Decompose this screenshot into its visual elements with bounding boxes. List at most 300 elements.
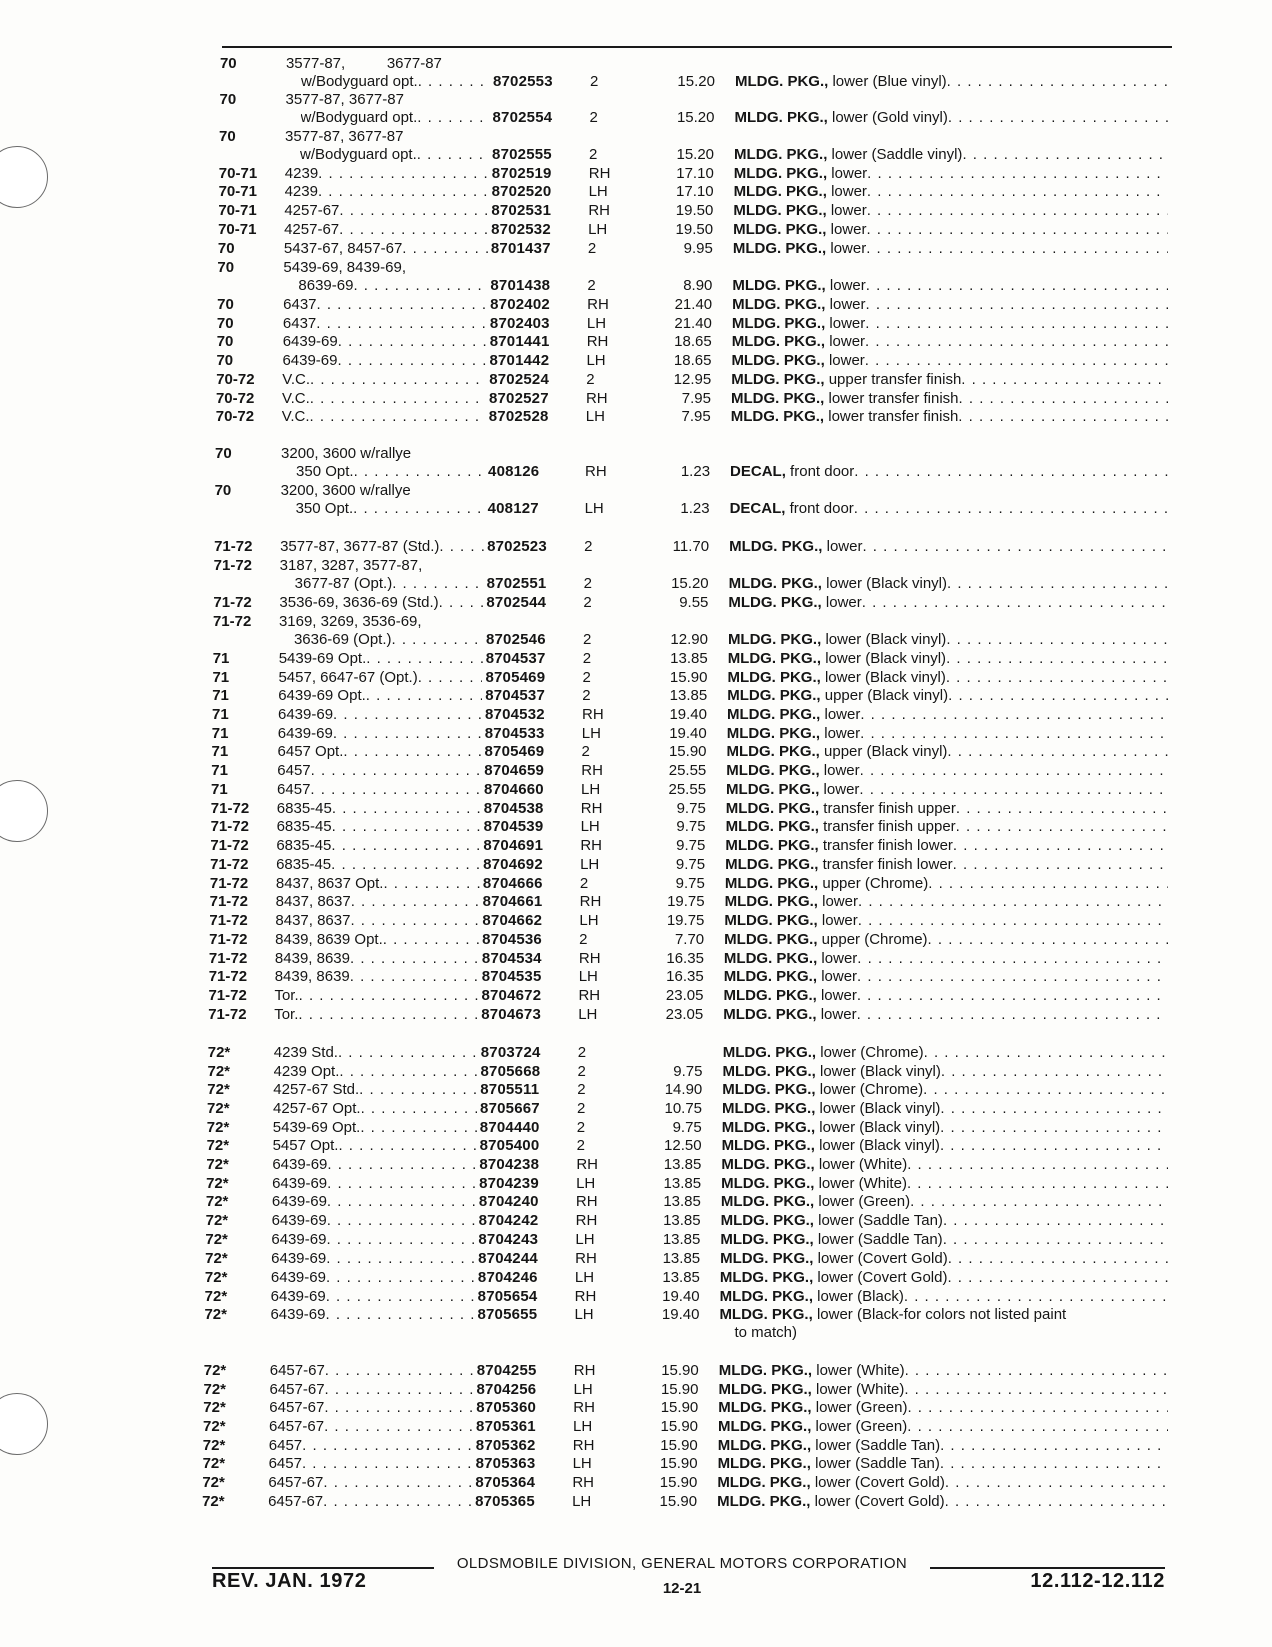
model-number-text: 6835-45 — [276, 818, 332, 835]
dot-leader — [867, 202, 1168, 220]
description-detail: lower — [825, 296, 866, 313]
part-number: 8705469 — [485, 669, 546, 686]
description — [718, 1399, 1168, 1417]
dot-leader — [858, 912, 1168, 930]
dot-leader — [326, 1306, 475, 1324]
part-number: 8704244 — [478, 1250, 538, 1267]
dot-leader — [940, 1437, 1168, 1455]
description-name: MLDG. PKG., — [726, 706, 821, 723]
model-number-text: 6439-69 — [272, 1175, 328, 1192]
description-detail: lower — [825, 277, 866, 294]
model-year: 72* — [205, 1250, 228, 1267]
description-detail: transfer finish upper — [818, 818, 956, 835]
description-name: MLDG. PKG., — [720, 1212, 814, 1229]
part-number: 8705364 — [475, 1474, 536, 1491]
parts-row-model-prefix — [0, 445, 1272, 463]
description-name: DECAL, — [729, 500, 786, 517]
quantity: LH — [581, 781, 601, 798]
dot-leader — [946, 650, 1168, 668]
part-number: 8704440 — [479, 1119, 540, 1136]
parts-row — [0, 1269, 1272, 1287]
dot-leader — [924, 1044, 1168, 1062]
quantity: 2 — [577, 1063, 586, 1080]
parts-row — [0, 950, 1272, 968]
model-number — [273, 1137, 477, 1155]
dot-leader — [943, 1212, 1168, 1230]
parts-row — [0, 221, 1272, 239]
list-price: 15.90 — [668, 743, 707, 760]
part-number: 8704535 — [481, 968, 542, 985]
description — [729, 575, 1168, 593]
description — [720, 1269, 1168, 1287]
parts-row — [0, 1455, 1272, 1473]
dot-leader — [947, 73, 1168, 91]
list-price: 13.85 — [662, 1250, 701, 1267]
model-number-text: 6835-45 — [276, 837, 332, 854]
description-detail: lower (Blue vinyl) — [828, 73, 947, 90]
dot-leader — [339, 202, 488, 220]
model-number-prefix: 5439-69, 8439-69, — [283, 259, 406, 276]
description — [722, 1100, 1168, 1118]
model-number-text: 3536-69, 3636-69 (Std.) — [279, 594, 439, 611]
part-number: 8702544 — [486, 594, 547, 611]
model-year: 71 — [211, 743, 229, 760]
model-year: 72* — [207, 1044, 231, 1061]
model-number-text: 6835-45 — [276, 856, 332, 873]
model-number-prefix: 3200, 3600 w/rallye — [280, 482, 411, 499]
list-price: 9.95 — [683, 240, 713, 257]
model-number — [269, 1399, 473, 1417]
description-detail: lower (White) — [814, 1156, 908, 1173]
list-price: 25.55 — [668, 781, 707, 798]
description — [728, 631, 1168, 649]
quantity: 2 — [582, 631, 592, 648]
dot-leader — [439, 538, 484, 556]
dot-leader — [956, 818, 1168, 836]
description-detail: lower — [822, 538, 863, 555]
quantity: RH — [581, 706, 604, 723]
dot-leader — [958, 408, 1168, 426]
dot-leader — [854, 463, 1168, 481]
part-number: 8702532 — [491, 221, 551, 238]
parts-row — [0, 669, 1272, 687]
model-number-prefix: 3577-87, 3677-87 — [285, 128, 404, 145]
part-number: 8702531 — [491, 202, 552, 219]
model-year: 70 — [216, 352, 234, 369]
description — [720, 1288, 1168, 1306]
model-number-text: 6439-69 Opt. — [278, 687, 366, 704]
description-detail: lower — [819, 781, 860, 798]
model-number-text: 6439-69 — [277, 706, 334, 723]
model-year: 70-72 — [215, 390, 255, 407]
model-number — [269, 1381, 473, 1399]
model-number-text: 8437, 8637 — [275, 893, 351, 910]
dot-leader — [302, 1437, 473, 1455]
model-number-text: 8639-69 — [298, 277, 354, 294]
list-price: 9.75 — [675, 856, 706, 873]
model-number — [280, 538, 484, 556]
model-year: 72* — [204, 1288, 228, 1305]
quantity: LH — [573, 1381, 593, 1398]
description-name: MLDG. PKG., — [732, 296, 826, 313]
parts-row — [0, 706, 1272, 724]
parts-row — [0, 1381, 1272, 1399]
description — [721, 1156, 1168, 1174]
list-price: 9.75 — [675, 875, 705, 892]
parts-row — [0, 687, 1272, 705]
description — [726, 818, 1168, 836]
model-number-text: 6439-69 — [271, 1193, 327, 1210]
quantity: RH — [575, 1193, 598, 1210]
dot-leader — [904, 1381, 1168, 1399]
description — [733, 240, 1168, 258]
dot-leader — [854, 500, 1168, 518]
model-number — [271, 1269, 475, 1287]
footer-page-number: 12-21 — [662, 1580, 702, 1597]
description-name: MLDG. PKG., — [723, 987, 817, 1004]
parts-row — [0, 631, 1272, 649]
model-number — [272, 1156, 476, 1174]
description-name: MLDG. PKG., — [731, 333, 826, 350]
dot-leader — [953, 856, 1168, 874]
dot-leader — [366, 650, 482, 668]
part-number: 8702555 — [492, 146, 552, 163]
description-detail: lower (Chrome) — [816, 1044, 924, 1061]
part-number: 8702403 — [489, 315, 550, 332]
list-price: 9.75 — [676, 800, 706, 817]
model-number — [275, 950, 479, 968]
description — [725, 893, 1168, 911]
quantity: 2 — [579, 931, 588, 948]
dot-leader — [318, 165, 489, 183]
model-number-text: 6457 — [268, 1455, 302, 1472]
model-year: 71-72 — [208, 987, 247, 1004]
dot-leader — [338, 352, 487, 370]
model-year: 72* — [206, 1137, 230, 1154]
model-number — [277, 818, 481, 836]
list-price: 15.90 — [669, 669, 708, 686]
model-year: 71-72 — [208, 968, 248, 985]
model-number-text: 4239 — [284, 165, 319, 182]
part-number: 8704691 — [483, 837, 544, 854]
part-number: 8701438 — [490, 277, 551, 294]
dot-leader — [928, 875, 1168, 893]
dot-leader — [360, 1119, 476, 1137]
dot-leader — [318, 183, 489, 201]
description-name: MLDG. PKG., — [723, 1006, 817, 1023]
description-name: MLDG. PKG., — [731, 315, 826, 332]
list-price: 16.35 — [666, 968, 704, 985]
parts-row — [0, 408, 1272, 426]
description-name: MLDG. PKG., — [730, 408, 825, 425]
model-year: 72* — [205, 1212, 229, 1229]
dot-leader — [961, 371, 1168, 389]
model-number — [274, 1044, 478, 1062]
description — [731, 390, 1168, 408]
description-detail: lower (Black vinyl) — [820, 669, 946, 686]
model-number-text: 4257-67 Opt. — [273, 1100, 361, 1117]
dot-leader — [332, 800, 481, 818]
description — [724, 950, 1168, 968]
description-detail: lower — [826, 183, 867, 200]
description — [723, 987, 1168, 1005]
description-name: MLDG. PKG., — [732, 240, 827, 257]
quantity: RH — [575, 1250, 597, 1267]
quantity: LH — [573, 1418, 593, 1435]
quantity: RH — [574, 1288, 597, 1305]
model-number-text: 4257-67 — [284, 221, 340, 238]
model-number — [278, 687, 482, 705]
dot-leader — [860, 725, 1168, 743]
part-number: 408127 — [487, 500, 539, 517]
list-price: 19.40 — [662, 1288, 700, 1305]
list-price: 15.90 — [660, 1418, 699, 1435]
model-year: 72* — [206, 1175, 229, 1192]
description-name: MLDG. PKG., — [727, 631, 822, 648]
model-number-text: w/Bodyguard opt. — [300, 73, 418, 90]
description-name: MLDG. PKG., — [732, 277, 826, 294]
description — [731, 352, 1168, 370]
model-number-text: Tor. — [274, 987, 299, 1004]
quantity: RH — [573, 1362, 596, 1379]
part-number: 8704242 — [478, 1212, 539, 1229]
dot-leader — [907, 1399, 1168, 1417]
part-number: 8704539 — [483, 818, 544, 835]
description-detail: lower (White) — [811, 1381, 905, 1398]
model-year: 70-72 — [215, 408, 255, 425]
dot-leader — [417, 146, 489, 164]
parts-row — [0, 1474, 1272, 1492]
model-year: 71 — [212, 650, 230, 667]
model-year: 70-71 — [218, 165, 258, 182]
model-number-text: 8439, 8639 — [274, 950, 350, 967]
dot-leader — [366, 687, 482, 705]
description-name: MLDG. PKG., — [717, 1455, 811, 1472]
parts-row — [0, 202, 1272, 220]
model-number — [272, 1212, 476, 1230]
description-detail: lower — [826, 240, 867, 257]
model-number-prefix: 3187, 3287, 3577-87, — [279, 557, 423, 574]
dot-leader — [940, 1455, 1168, 1473]
model-year: 70-71 — [218, 202, 257, 219]
model-number-text: V.C. — [282, 371, 310, 388]
model-number-text: 5457, 6647-67 (Opt.) — [278, 669, 418, 686]
model-year: 70 — [217, 259, 235, 276]
description — [730, 463, 1168, 481]
model-number — [276, 837, 480, 855]
parts-row — [0, 875, 1272, 893]
parts-row — [0, 1288, 1272, 1306]
parts-row — [0, 1362, 1272, 1380]
description — [733, 221, 1168, 239]
dot-leader — [865, 315, 1168, 333]
description-detail: lower (Green) — [811, 1399, 908, 1416]
parts-row — [0, 800, 1272, 818]
part-number: 8704532 — [484, 706, 545, 723]
quantity: LH — [572, 1455, 592, 1472]
list-price: 12.90 — [670, 631, 708, 648]
dot-leader — [316, 315, 487, 333]
list-price: 8.90 — [683, 277, 713, 294]
description-detail: lower (White) — [814, 1175, 907, 1192]
part-number: 8705363 — [475, 1455, 536, 1472]
part-number: 8705667 — [480, 1100, 540, 1117]
description — [735, 73, 1168, 91]
dot-leader — [326, 1231, 475, 1249]
model-year: 71-72 — [208, 950, 248, 967]
quantity: 2 — [577, 1044, 587, 1061]
model-year: 71 — [211, 762, 228, 779]
description — [725, 856, 1168, 874]
parts-row — [0, 594, 1272, 612]
part-number: 8702523 — [487, 538, 547, 555]
parts-row — [0, 931, 1272, 949]
description-detail: upper (Chrome) — [818, 875, 929, 892]
part-number: 8704666 — [482, 875, 543, 892]
quantity: LH — [574, 1269, 595, 1286]
footer-group-number: 12.112-12.112 — [1030, 1570, 1165, 1592]
quantity: LH — [578, 968, 598, 985]
model-number-text: 6457-67 — [268, 1493, 324, 1510]
model-number — [272, 1193, 476, 1211]
parts-row — [0, 315, 1272, 333]
description — [734, 146, 1168, 164]
list-price: 1.23 — [680, 500, 710, 517]
description-detail: lower (Black vinyl) — [821, 575, 948, 592]
description-name: MLDG. PKG., — [722, 1100, 816, 1117]
part-number: 8701441 — [489, 333, 550, 350]
list-price: 15.20 — [677, 73, 715, 90]
dot-leader — [946, 631, 1168, 649]
model-number — [282, 352, 486, 370]
parts-row — [0, 856, 1272, 874]
model-number-text: 6457-67 — [269, 1381, 325, 1398]
quantity: 2 — [583, 594, 592, 611]
description — [717, 1474, 1168, 1492]
dot-leader — [418, 73, 490, 91]
description-detail: lower (Black vinyl) — [814, 1137, 940, 1154]
list-price: 15.90 — [660, 1455, 698, 1472]
description-name: MLDG. PKG., — [717, 1493, 811, 1510]
description-name: MLDG. PKG., — [722, 1081, 816, 1098]
part-number: 8702524 — [489, 371, 549, 388]
model-number-text: 6439-69 — [270, 1288, 326, 1305]
description-detail: lower transfer finish — [824, 390, 959, 407]
description-detail: lower (Saddle vinyl) — [827, 146, 963, 163]
part-number: 8704243 — [478, 1231, 539, 1248]
parts-row — [0, 296, 1272, 314]
model-year: 71-72 — [213, 594, 252, 611]
parts-row — [0, 390, 1272, 408]
model-number — [300, 146, 489, 164]
model-year: 71 — [212, 687, 229, 704]
model-year: 70 — [214, 482, 232, 499]
description-detail: lower (Saddle Tan) — [810, 1455, 940, 1472]
list-price: 9.75 — [673, 1063, 703, 1080]
model-number-text: 5439-69 Opt. — [272, 1119, 361, 1136]
model-year: 71-72 — [210, 837, 249, 854]
dot-leader — [860, 706, 1168, 724]
description-name: MLDG. PKG., — [725, 800, 820, 817]
quantity: LH — [575, 1231, 595, 1248]
description — [726, 800, 1168, 818]
dot-leader — [327, 1212, 476, 1230]
model-number — [275, 968, 479, 986]
description — [721, 1212, 1168, 1230]
dot-leader — [353, 500, 484, 518]
model-number — [269, 1437, 473, 1455]
model-number — [275, 912, 479, 930]
footer-rule-right — [930, 1567, 1165, 1569]
description-name: MLDG. PKG., — [717, 1437, 812, 1454]
description-name: MLDG. PKG., — [731, 371, 825, 388]
description-name: MLDG. PKG., — [718, 1362, 813, 1379]
quantity: 2 — [584, 538, 593, 555]
model-number — [276, 893, 480, 911]
list-price: 19.40 — [661, 1306, 700, 1323]
dot-leader — [857, 1006, 1168, 1024]
part-number: 8704692 — [483, 856, 543, 873]
description — [723, 1044, 1168, 1062]
parts-row-model-prefix — [0, 259, 1272, 277]
parts-row — [0, 1306, 1272, 1324]
description-name: MLDG. PKG., — [724, 893, 818, 910]
model-number — [273, 1100, 477, 1118]
description — [718, 1455, 1168, 1473]
model-number — [272, 1175, 476, 1193]
model-number-text: V.C. — [281, 390, 310, 407]
parts-row — [0, 1212, 1272, 1230]
list-price: 25.55 — [668, 762, 707, 779]
quantity: RH — [578, 950, 601, 967]
dot-leader — [317, 296, 488, 314]
description-name: MLDG. PKG., — [724, 875, 819, 892]
dot-leader — [327, 1175, 476, 1193]
list-price: 14.90 — [664, 1081, 703, 1098]
description — [729, 538, 1168, 556]
dot-leader — [392, 575, 483, 593]
model-year: 71-72 — [209, 931, 248, 948]
description-detail: lower — [821, 594, 862, 611]
list-price: 7.95 — [681, 408, 711, 425]
model-number — [274, 1006, 478, 1024]
part-number: 8704256 — [476, 1381, 537, 1398]
description-detail: upper (Black vinyl) — [820, 687, 949, 704]
part-number: 8705655 — [477, 1306, 538, 1323]
parts-row — [0, 725, 1272, 743]
part-number: 8705361 — [476, 1418, 536, 1435]
quantity: LH — [580, 818, 600, 835]
parts-row — [0, 1493, 1272, 1511]
description-detail: upper (Chrome) — [817, 931, 928, 948]
dot-leader — [350, 968, 479, 986]
dot-leader — [940, 1137, 1168, 1155]
parts-row — [0, 650, 1272, 668]
parts-row — [0, 333, 1272, 351]
list-price: 7.95 — [681, 390, 711, 407]
description — [727, 706, 1168, 724]
description-detail: lower (Covert Gold) — [810, 1493, 945, 1510]
description-name: MLDG. PKG., — [721, 1137, 815, 1154]
description — [728, 650, 1168, 668]
model-number-text: 6439-69 — [272, 1156, 328, 1173]
model-number-text: 6439-69 — [277, 725, 333, 742]
model-number — [278, 669, 482, 687]
description-name: MLDG. PKG., — [720, 1231, 814, 1248]
description — [722, 1081, 1168, 1099]
description-name: MLDG. PKG., — [723, 950, 818, 967]
list-price: 11.70 — [672, 538, 710, 555]
